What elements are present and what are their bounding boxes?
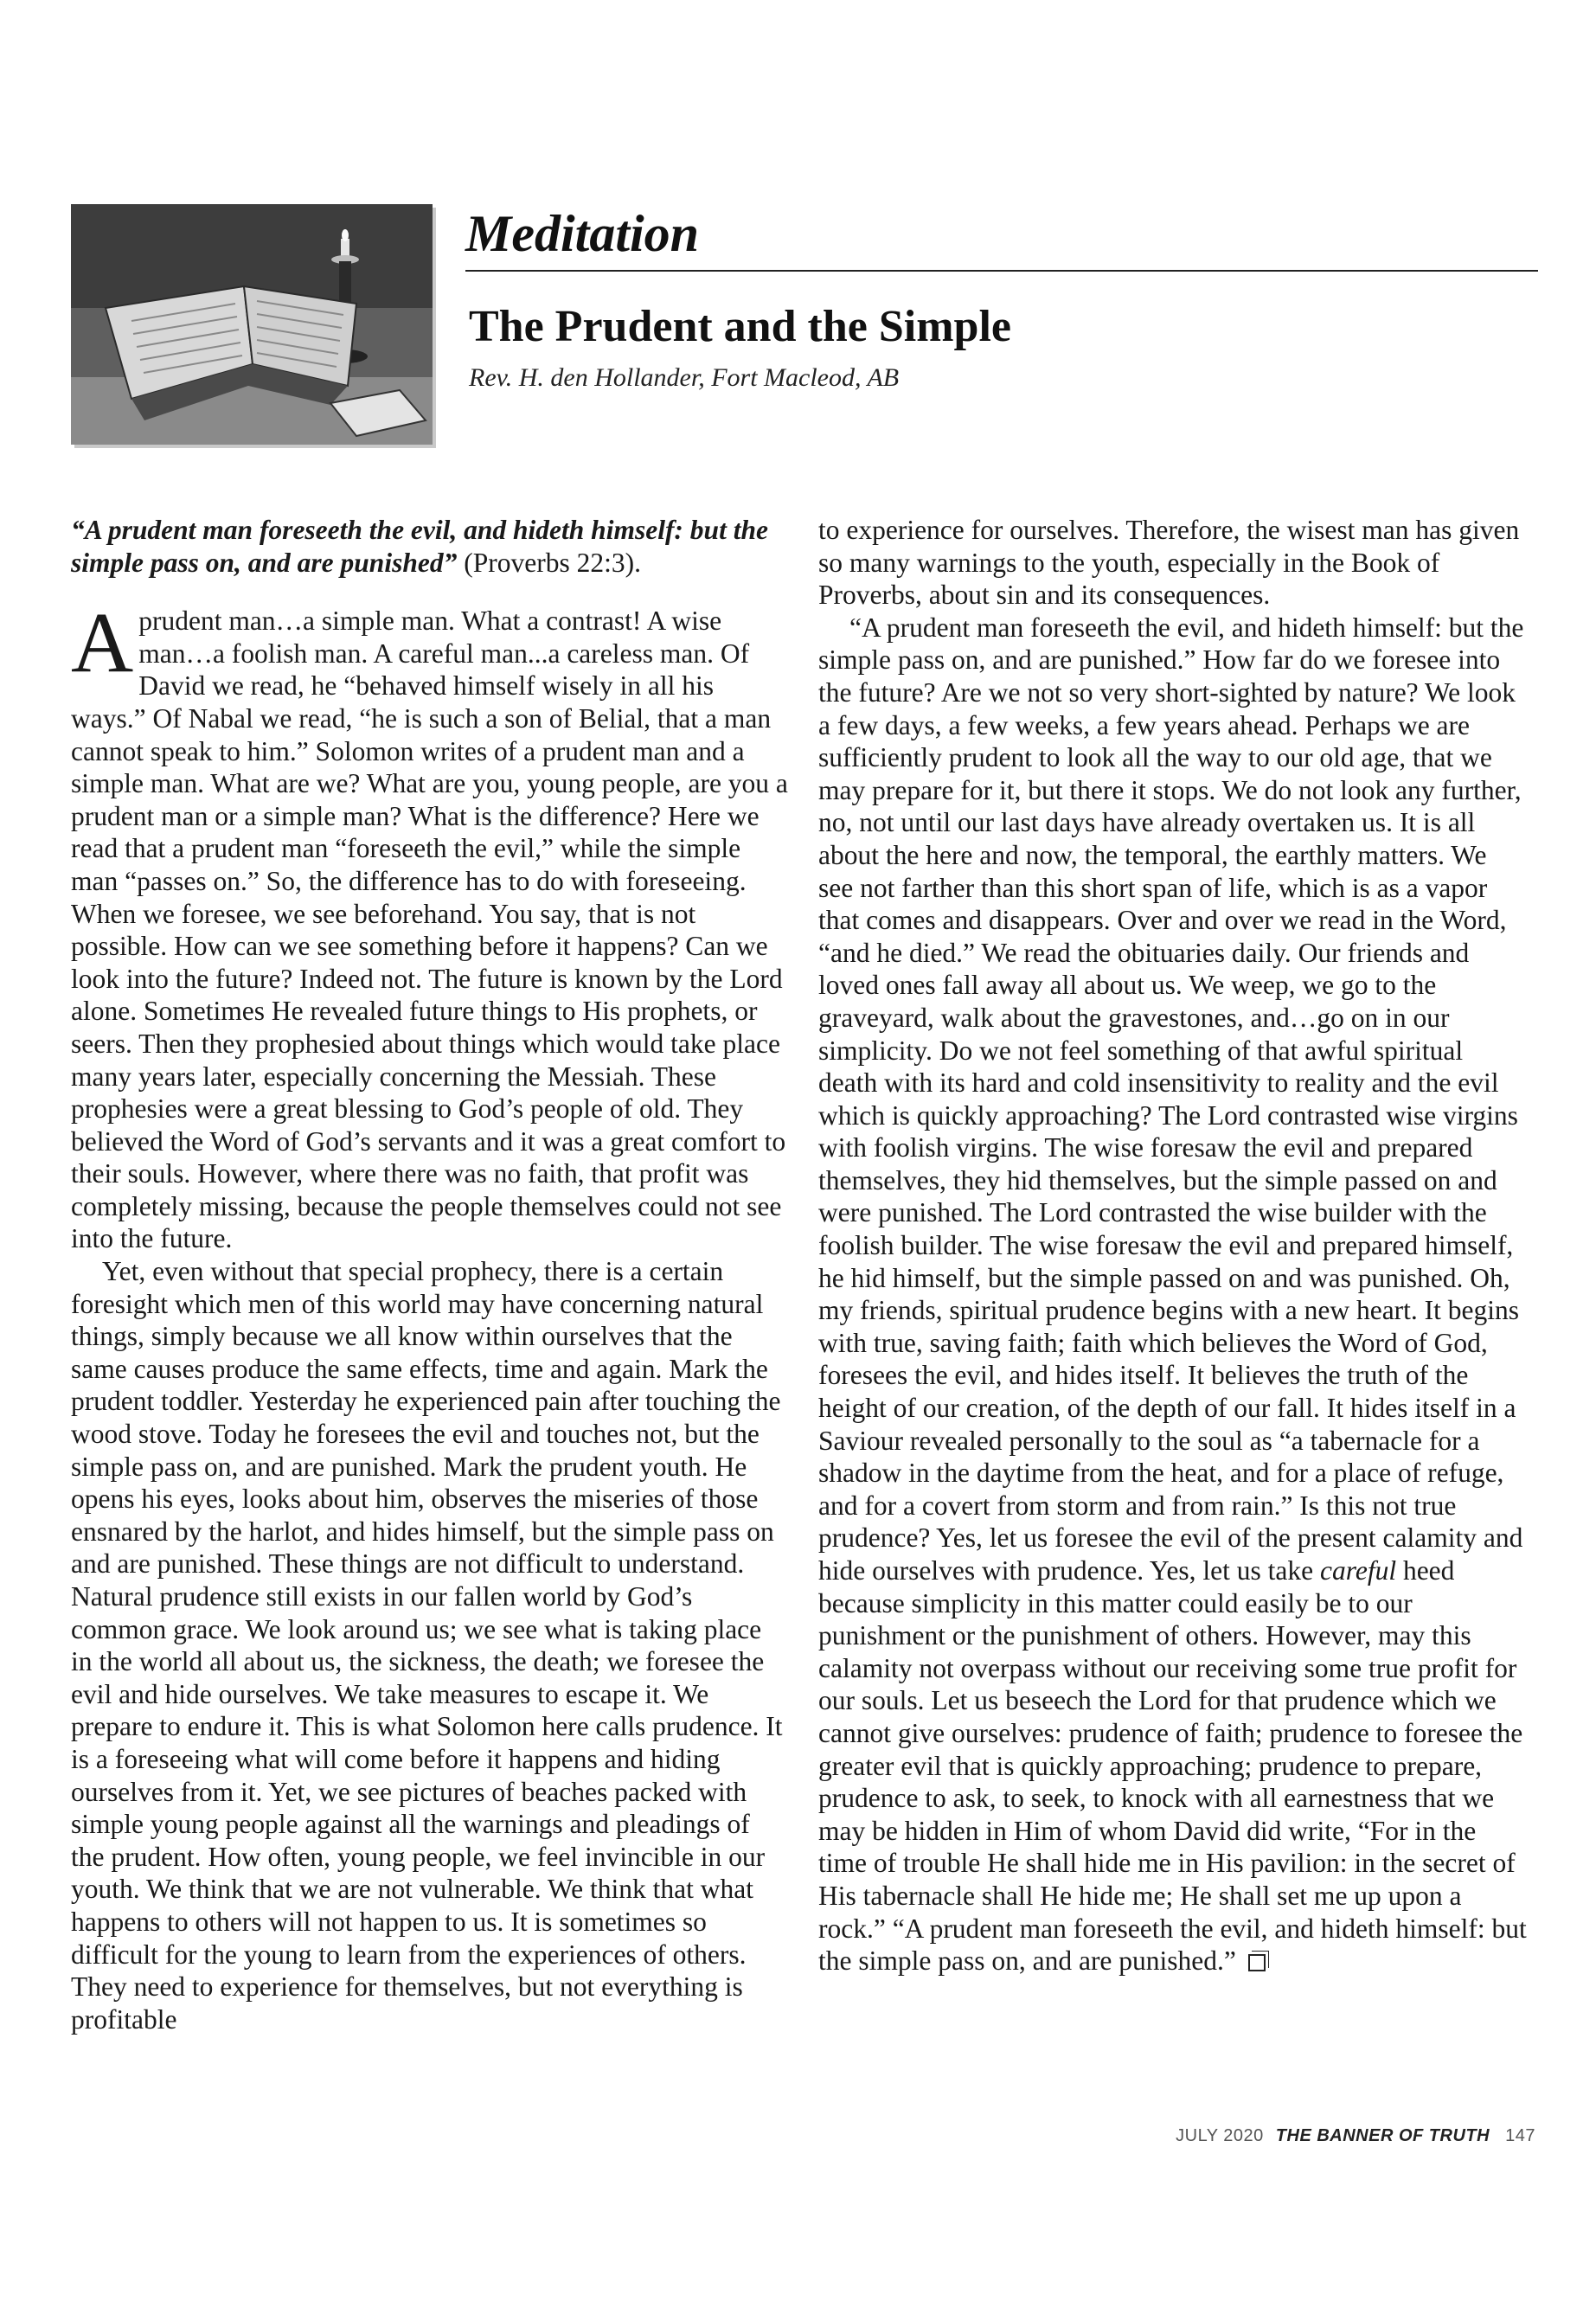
epigraph bbox=[71, 514, 789, 579]
byline: Rev. H. den Hollander, Fort Macleod, AB bbox=[469, 363, 900, 392]
section-title: Meditation bbox=[465, 205, 700, 262]
epigraph-reference: (Proverbs 22:3). bbox=[457, 547, 641, 578]
epigraph-quote: “A prudent man foreseeth the evil, and hideth himself: but the simple pass on, and are punished” bbox=[71, 515, 768, 578]
page-footer bbox=[1176, 2126, 1535, 2146]
paragraph-4 bbox=[818, 612, 1528, 1977]
paragraph-1 bbox=[71, 594, 789, 1255]
bible-illustration-icon bbox=[71, 204, 433, 445]
emphasis-careful: careful bbox=[1320, 1555, 1397, 1586]
header-divider bbox=[465, 270, 1538, 272]
right-column bbox=[818, 514, 1528, 1977]
end-of-article-icon bbox=[1248, 1954, 1266, 1971]
footer-publication: THE BANNER OF TRUTH bbox=[1275, 2126, 1490, 2145]
article-title: The Prudent and the Simple bbox=[469, 302, 1011, 351]
left-column bbox=[71, 514, 789, 2035]
paragraph-2: Yet, even without that special prophecy, there is a certain foresight which men of this world may have concerning natural things, simply because we all know within ourselves that the same causes produce the same effects, time and again. Mark the prudent toddler. Yesterday he experienced pain after touching the wood stove. Today he foresees the evil and touches not, but the simple pass on, and are punished. Mark the prudent youth. He opens his eyes, looks about him, observes the miseries of those ensnared by the harlot, and hides himself, but the simple pass on and are punished. These things are not difficult to understand. Natural prudence still exists in our fallen world by God’s common grace. We look around us; we see what is taking place in the world all about us, the sickness, the death; we foresee the evil and hide ourselves. We take measures to escape it. We prepare to endure it. This is what Solomon here calls prudence. It is a foreseeing what will come before it happens and hiding ourselves from it. Yet, we see pictures of beaches packed with simple young people against all the warnings and pleadings of the prudent. How often, young people, we feel invincible in our youth. We think that we are not vulnerable. We think that what happens to others will not happen to us. It is sometimes so difficult for the young to learn from the experiences of others. They need to experience for themselves, but not everything is profitable bbox=[71, 1256, 783, 2035]
footer-date: JULY 2020 bbox=[1176, 2126, 1264, 2145]
paragraph-3: to experience for ourselves. Therefore, the wisest man has given so many warnings to the youth, especially in the Book of Proverbs, about sin and its consequences. bbox=[818, 515, 1520, 611]
paragraph-4-text-a: “A prudent man foreseeth the evil, and hideth himself: but the simple pass on, and are punished.” How far do we foresee into the future? Are we not so very short-sighted by nature? We look a few days, a few weeks, a few years ahead. Perhaps we are sufficiently prudent to look all the way to our old age, that we may prepare for it, but there it stops. We do not look any further, no, not until our last days have already overtaken us. It is all about the here and now, the temporal, the earthly matters. We see not farther than this short span of life, which is as a vapor that comes and disappears. Over and over we read in the Word, “and he died.” We read the obituaries daily. Our friends and loved ones fall away all about us. We weep, we go to the graveyard, walk about the gravestones, and…go on in our simplicity. Do we not feel something of that awful spiritual death with its hard and cold insensitivity to reality and the evil which is quickly approaching? The Lord contrasted wise virgins with foolish virgins. The wise foresaw the evil and prepared themselves, they hid themselves, but the simple passed on and were punished. The Lord contrasted the wise builder with the foolish builder. The wise foresaw the evil and prepared himself, he hid himself, but the simple passed on and was punished. Oh, my friends, spiritual prudence begins with a new heart. It begins with true, saving faith; faith which believes the Word of God, foresees the evil, and hides itself. It believes the truth of the height of our creation, of the depth of our fall. It hides itself in a Saviour revealed personally to the soul as “a tabernacle for a shadow in the daytime from the heat, and for a place of refuge, and for a covert from storm and from rain.” Is this not true prudence? Yes, let us foresee the evil of the present calamity and hide ourselves with prudence. Yes, let us take bbox=[818, 612, 1524, 1586]
page-number: 147 bbox=[1505, 2126, 1535, 2145]
drop-cap: A bbox=[71, 594, 134, 691]
paragraph-1-text: prudent man…a simple man. What a contrast! A wise man…a foolish man. A careful man...a careless man. Of David we read, he “behaved himself wisely in all his ways.” Of Nabal we read, “he is such a son of Belial, that a man cannot speak to him.” Solomon writes of a prudent man and a simple man. What are we? What are you, young people, are you a prudent man or a simple man? What is the difference? Here we read that a prudent man “foreseeth the evil,” while the simple man “passes on.” So, the difference has to do with foreseeing. When we foresee, we see beforehand. You say, that is not possible. How can we see something before it happens? Can we look into the future? Indeed not. The future is known by the Lord alone. Sometimes He revealed future things to His prophets, or seers. Then they prophesied about things which would take place many years later, especially concerning the Messiah. These prophesies were a great blessing to God’s people of old. They believed the Word of God’s servants and it was a great comfort to their souls. However, where there was no faith, that profit was completely missing, because the people themselves could not see into the future. bbox=[71, 606, 788, 1254]
paragraph-4-text-b: heed because simplicity in this matter could easily be to our punishment or the punishment of others. However, may this calamity not overpass without our receiving some true profit for our souls. Let us beseech the Lord for that prudence which we cannot give ourselves: prudence of faith; prudence to foresee the greater evil that is quickly approaching; prudence to prepare, prudence to ask, to seek, to knock with all earnestness that we may be hidden in Him of whom David did write, “For in the time of trouble He shall hide me in His pavilion: in the secret of His tabernacle shall He hide me; He shall set me up upon a rock.” “A prudent man foreseeth the evil, and hideth himself: but the simple pass on, and are punished.” bbox=[818, 1555, 1527, 1977]
